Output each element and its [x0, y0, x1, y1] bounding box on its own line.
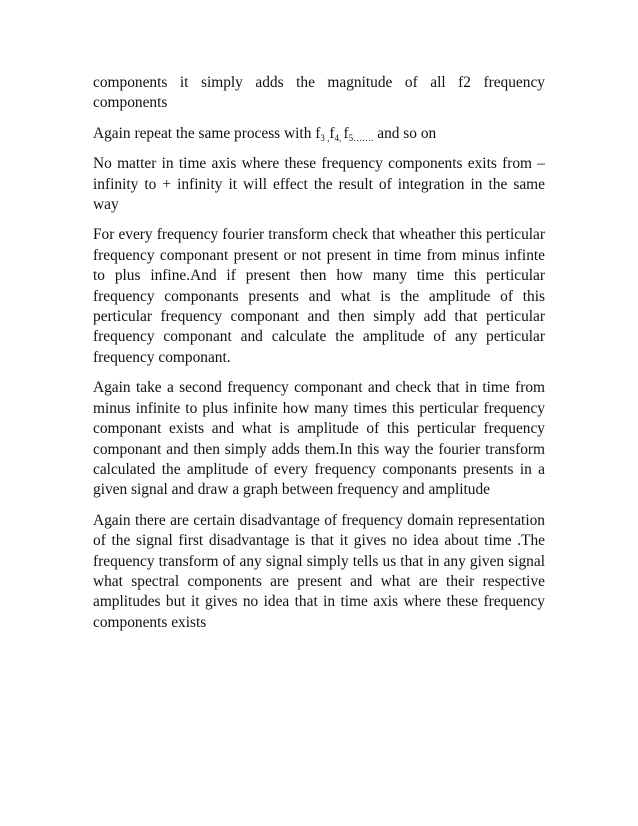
- paragraph-repeat-process: [93, 124, 545, 144]
- paragraph-every-frequency: For every frequency fourier transform check that wheather this perticular frequency componant present or not present in time from minus infinte to plus infine.And if present then how many time this perticular frequency componants presents and what is the amplitude of this perticular frequency componant and then simply add that perticular frequency componant and calculate the amplitude of any perticular frequency componant.: [93, 226, 545, 366]
- f5-letter: f: [343, 124, 349, 142]
- f4-subscript: 4,: [334, 132, 344, 143]
- repeat-prefix: Again repeat the same process with f: [93, 124, 321, 142]
- paragraph-disadvantage: Again there are certain disadvantage of frequency domain representation of the signal first disadvantage is that it gives no idea about time .The frequency transform of any signal simply tells us that in any given signal what spectral components are present and what are their respective amplitudes but it gives no idea that in time axis where these frequency components exists: [93, 511, 545, 631]
- f5-subscript: 5…….: [348, 132, 374, 143]
- paragraph-second-frequency: Again take a second frequency componant and check that in time from minus infinite to plus infinite how many times this perticular frequency componant exists and what is amplitude of this perticular frequency componant and then simply adds them.In this way the fourier transform calculated the amplitude of every frequency componants presents in a given signal and draw a graph between frequency and amplitude: [93, 379, 545, 499]
- repeat-suffix: and so on: [373, 124, 437, 142]
- document-page: [93, 73, 545, 643]
- f4-letter: f: [329, 124, 335, 142]
- paragraph-time-axis: No matter in time axis where these frequency components exits from – infinity to + infinity it will effect the result of integration in the same way: [93, 155, 545, 214]
- paragraph-components: components it simply adds the magnitude of all f2 frequency components: [93, 74, 545, 112]
- f3-subscript: 3 ,: [320, 132, 330, 143]
